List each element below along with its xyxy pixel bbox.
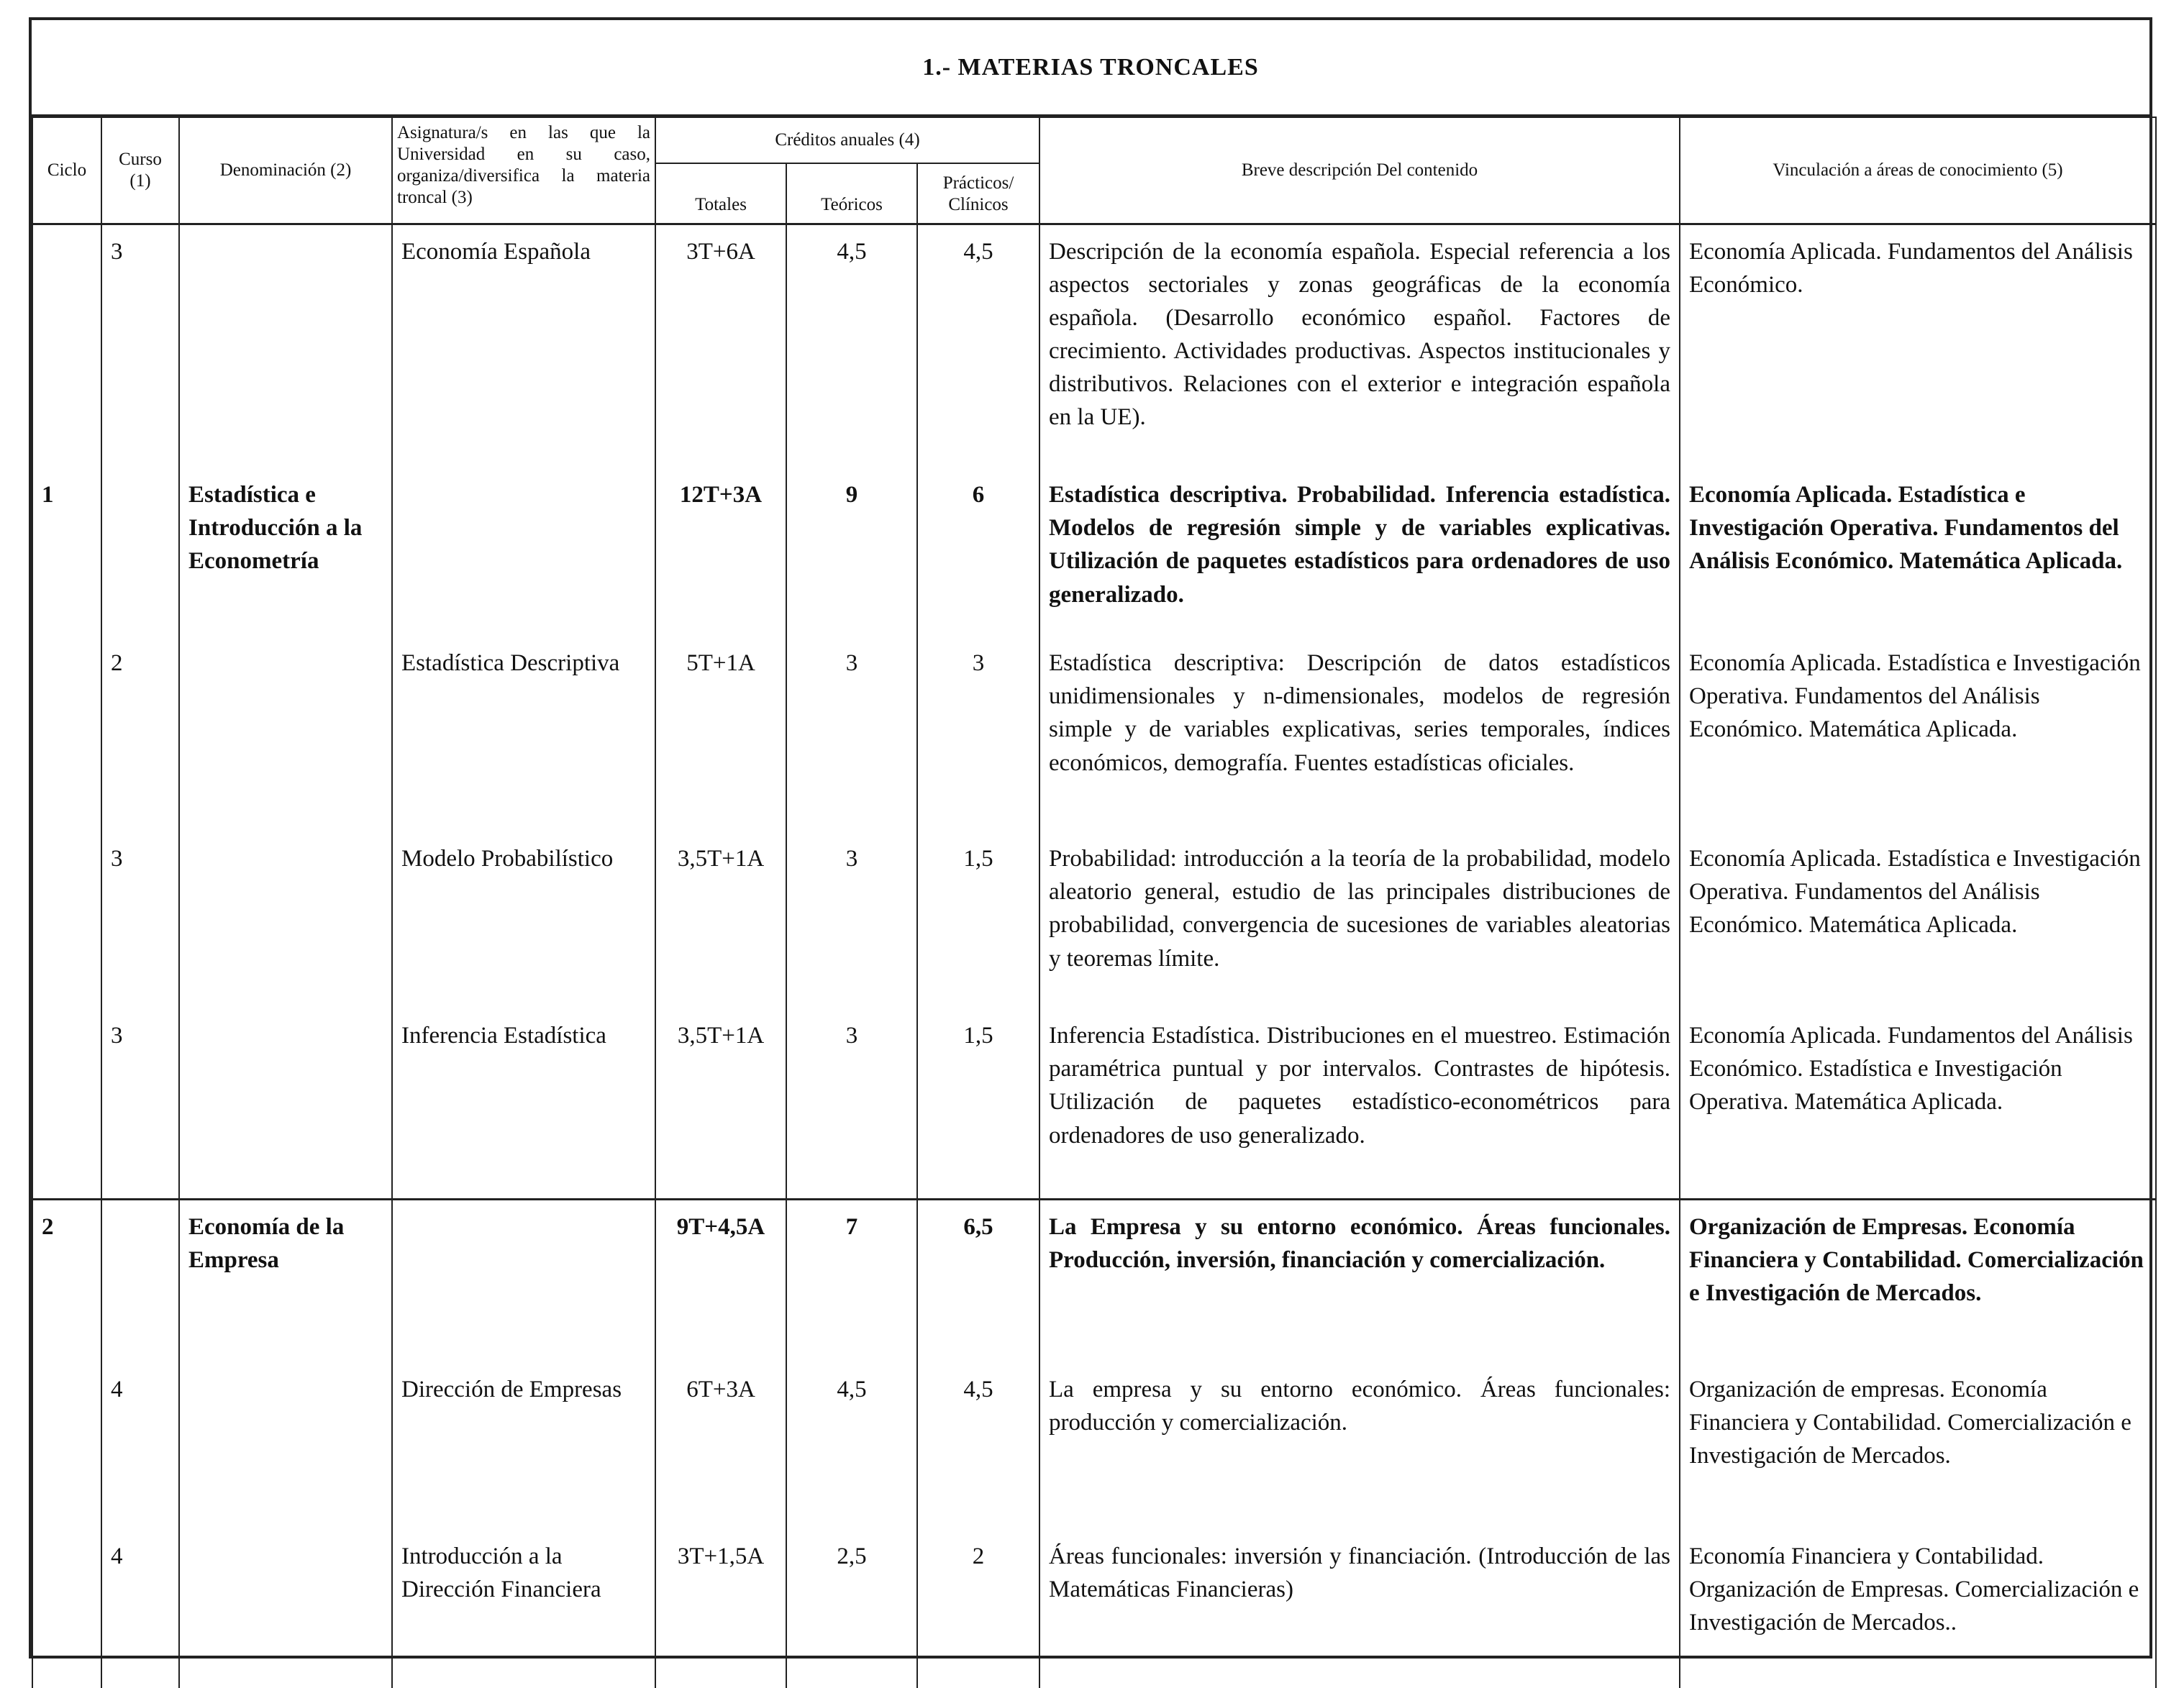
cell-teoricos: 4,5: [786, 1363, 917, 1530]
cell-descripcion: Probabilidad: introducción a la teoría de la probabilidad, modelo aleatorio general, estudio de las principales distribuciones de probabilidad, convergencia de sucesiones de variables aleatorias y teoremas límite.: [1039, 832, 1680, 1009]
cell-denominacion: [179, 224, 392, 468]
cell-denominacion: Economía de la Empresa: [179, 1199, 392, 1363]
cell-curso: [101, 1199, 179, 1363]
header-asignaturas: Asignatura/s en las que la Universidad en su caso, organiza/diversifica la materia troncal (3): [392, 117, 655, 224]
materias-table: [32, 117, 2157, 1688]
cell-totales: 6T+3A: [655, 1363, 786, 1530]
cell-ciclo: [32, 1363, 101, 1530]
cell-practicos: 4,5: [917, 1363, 1039, 1530]
cell-curso: 4: [101, 1363, 179, 1530]
table-row: [32, 1530, 2156, 1688]
table-row: [32, 1199, 2156, 1363]
cell-descripcion: La empresa y su entorno económico. Áreas funcionales: producción y comercialización.: [1039, 1363, 1680, 1530]
cell-totales: 3T+6A: [655, 224, 786, 468]
header-denominacion: Denominación (2): [179, 117, 392, 224]
cell-denominacion: [179, 1363, 392, 1530]
cell-vinculacion: Organización de empresas. Economía Financiera y Contabilidad. Comercialización e Investigación de Mercados.: [1680, 1363, 2156, 1530]
cell-asignatura: Introducción a la Dirección Financiera: [392, 1530, 655, 1688]
cell-totales: 3,5T+1A: [655, 832, 786, 1009]
header-teoricos: Teóricos: [786, 163, 917, 224]
cell-practicos: 6: [917, 468, 1039, 637]
cell-totales: 12T+3A: [655, 468, 786, 637]
cell-descripcion: La Empresa y su entorno económico. Áreas funcionales. Producción, inversión, financiación y comercialización.: [1039, 1199, 1680, 1363]
cell-descripcion: Descripción de la economía española. Especial referencia a los aspectos sectoriales y zonas geográficas de la economía española. (Desarrollo económico español. Factores de crecimiento. Actividades productivas. Aspectos institucionales y distributivos. Relaciones con el exterior e integración española en la UE).: [1039, 224, 1680, 468]
cell-descripcion: Áreas funcionales: inversión y financiación. (Introducción de las Matemáticas Financieras): [1039, 1530, 1680, 1688]
cell-practicos: 1,5: [917, 1009, 1039, 1199]
cell-curso: 2: [101, 637, 179, 832]
cell-vinculacion: Economía Aplicada. Fundamentos del Análisis Económico. Estadística e Investigación Operativa. Matemática Aplicada.: [1680, 1009, 2156, 1199]
cell-descripcion: Estadística descriptiva: Descripción de datos estadísticos unidimensionales y n-dimensionales, modelos de regresión simple y de variables explicativas, series temporales, índices económicos, demografía. Fuentes estadísticas oficiales.: [1039, 637, 1680, 832]
header-curso: Curso (1): [101, 117, 179, 224]
cell-totales: 3T+1,5A: [655, 1530, 786, 1688]
cell-curso: 4: [101, 1530, 179, 1688]
cell-teoricos: 4,5: [786, 224, 917, 468]
cell-denominacion: Estadística e Introducción a la Econometría: [179, 468, 392, 637]
cell-vinculacion: Economía Aplicada. Estadística e Investigación Operativa. Fundamentos del Análisis Económico. Matemática Aplicada.: [1680, 637, 2156, 832]
cell-teoricos: 2,5: [786, 1530, 917, 1688]
page-title: 1.- MATERIAS TRONCALES: [32, 20, 2149, 117]
cell-descripcion: Inferencia Estadística. Distribuciones en el muestreo. Estimación paramétrica puntual y por intervalos. Contrastes de hipótesis. Utilización de paquetes estadístico-econométricos para ordenadores de uso generalizado.: [1039, 1009, 1680, 1199]
cell-teoricos: 3: [786, 637, 917, 832]
cell-totales: 5T+1A: [655, 637, 786, 832]
cell-vinculacion: Economía Aplicada. Estadística e Investigación Operativa. Fundamentos del Análisis Económico. Matemática Aplicada.: [1680, 468, 2156, 637]
cell-ciclo: [32, 1009, 101, 1199]
cell-ciclo: [32, 1530, 101, 1688]
cell-teoricos: 7: [786, 1199, 917, 1363]
table-row: [32, 1009, 2156, 1199]
cell-practicos: 6,5: [917, 1199, 1039, 1363]
header-practicos: Prácticos/ Clínicos: [917, 163, 1039, 224]
cell-curso: [101, 468, 179, 637]
cell-teoricos: 3: [786, 832, 917, 1009]
header-creditos: Créditos anuales (4): [655, 117, 1039, 163]
cell-denominacion: [179, 1009, 392, 1199]
cell-practicos: 4,5: [917, 224, 1039, 468]
header-ciclo: Ciclo: [32, 117, 101, 224]
cell-asignatura: Modelo Probabilístico: [392, 832, 655, 1009]
cell-asignatura: Economía Española: [392, 224, 655, 468]
cell-totales: 3,5T+1A: [655, 1009, 786, 1199]
cell-vinculacion: Economía Aplicada. Fundamentos del Análisis Económico.: [1680, 224, 2156, 468]
cell-descripcion: Estadística descriptiva. Probabilidad. Inferencia estadística. Modelos de regresión simple y de variables explicativas. Utilización de paquetes estadísticos para ordenadores de uso generalizado.: [1039, 468, 1680, 637]
table-row: [32, 468, 2156, 637]
table-row: [32, 224, 2156, 468]
cell-asignatura: [392, 468, 655, 637]
cell-asignatura: [392, 1199, 655, 1363]
table-row: [32, 1363, 2156, 1530]
cell-totales: 9T+4,5A: [655, 1199, 786, 1363]
table-row: [32, 832, 2156, 1009]
cell-asignatura: Dirección de Empresas: [392, 1363, 655, 1530]
cell-teoricos: 9: [786, 468, 917, 637]
cell-vinculacion: Economía Aplicada. Estadística e Investigación Operativa. Fundamentos del Análisis Económico. Matemática Aplicada.: [1680, 832, 2156, 1009]
cell-practicos: 3: [917, 637, 1039, 832]
cell-denominacion: [179, 1530, 392, 1688]
cell-denominacion: [179, 832, 392, 1009]
table-row: [32, 637, 2156, 832]
header-vinculacion: Vinculación a áreas de conocimiento (5): [1680, 117, 2156, 224]
header-descripcion: Breve descripción Del contenido: [1039, 117, 1680, 224]
cell-curso: 3: [101, 224, 179, 468]
cell-vinculacion: Economía Financiera y Contabilidad. Organización de Empresas. Comercialización e Investigación de Mercados..: [1680, 1530, 2156, 1688]
cell-curso: 3: [101, 1009, 179, 1199]
cell-practicos: 2: [917, 1530, 1039, 1688]
cell-vinculacion: Organización de Empresas. Economía Financiera y Contabilidad. Comercialización e Investigación de Mercados.: [1680, 1199, 2156, 1363]
cell-ciclo: [32, 224, 101, 468]
header-totales: Totales: [655, 163, 786, 224]
cell-practicos: 1,5: [917, 832, 1039, 1009]
document-frame: [29, 17, 2152, 1659]
cell-asignatura: Inferencia Estadística: [392, 1009, 655, 1199]
cell-teoricos: 3: [786, 1009, 917, 1199]
cell-ciclo: 2: [32, 1199, 101, 1363]
cell-curso: 3: [101, 832, 179, 1009]
cell-ciclo: 1: [32, 468, 101, 637]
cell-ciclo: [32, 832, 101, 1009]
cell-asignatura: Estadística Descriptiva: [392, 637, 655, 832]
cell-denominacion: [179, 637, 392, 832]
cell-ciclo: [32, 637, 101, 832]
